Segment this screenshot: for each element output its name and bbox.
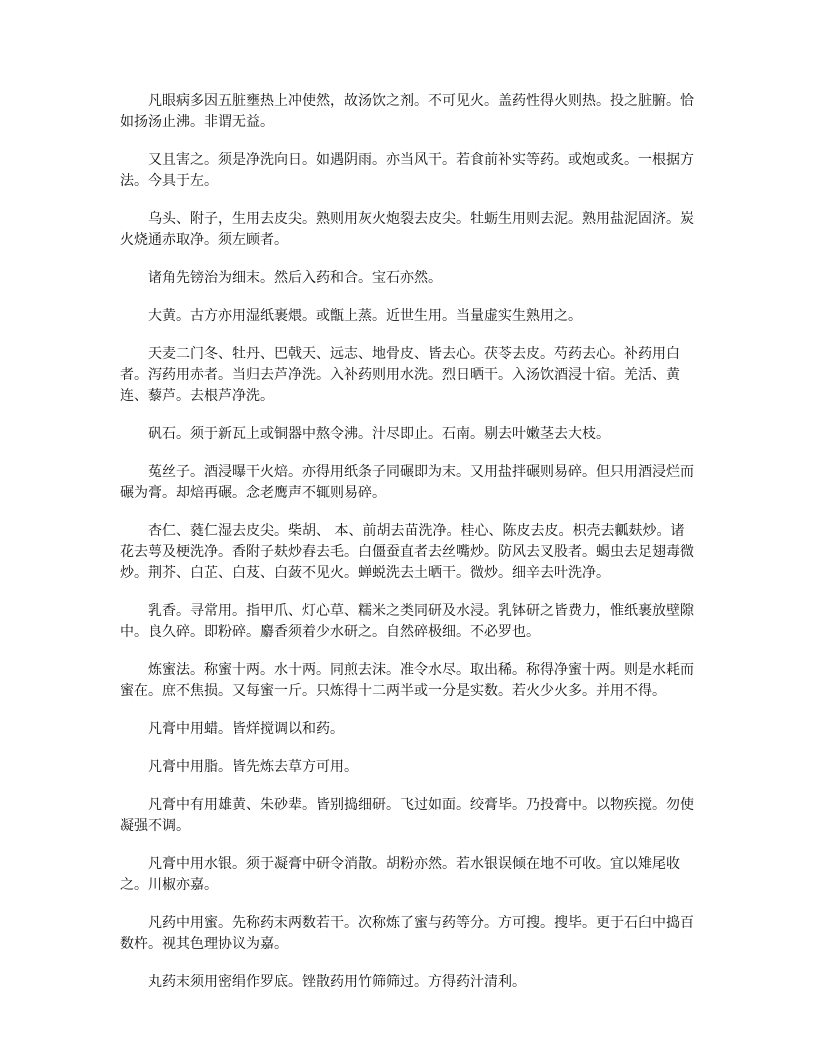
paragraph: 大黄。古方亦用湿纸裹煨。或甑上蒸。近世生用。当量虚实生熟用之。	[148, 308, 582, 324]
paragraph: 凡膏中用脂。皆先炼去草方可用。	[148, 759, 358, 775]
paragraph: 诸角先镑治为细末。然后入药和合。宝石亦然。	[148, 270, 442, 286]
paragraph: 乳香。寻常用。指甲爪、灯心草、糯米之类同研及水浸。乳钵研之皆费力，惟纸裹放壁隙中。良久碎。即粉碎。麝香须着少水研之。自然碎极细。不必罗也。	[120, 603, 694, 640]
paragraph: 菟丝子。酒浸曝干火焙。亦得用纸条子同碾即为末。又用盐拌碾则易碎。但只用酒浸烂而碾为膏。却焙再碾。念老鹰声不辄则易碎。	[120, 464, 694, 501]
paragraph: 凡药中用蜜。先称药末两数若干。次称炼了蜜与药等分。方可搜。搜毕。更于石臼中捣百数杵。视其色理协议为嘉。	[120, 915, 694, 952]
paragraph: 凡膏中有用雄黄、朱砂辈。皆别捣细研。飞过如面。绞膏毕。乃投膏中。以物疾搅。勿使凝强不调。	[120, 797, 694, 834]
paragraph: 乌头、附子，生用去皮尖。熟则用灰火炮裂去皮尖。牡蛎生用则去泥。熟用盐泥固济。炭火烧通赤取净。须左顾者。	[120, 211, 694, 248]
paragraph: 凡眼病多因五脏壅热上冲使然，故汤饮之剂。不可见火。盖药性得火则热。投之脏腑。恰如扬汤止沸。非谓无益。	[120, 93, 694, 130]
paragraph: 天麦二门冬、牡丹、巴戟天、远志、地骨皮、皆去心。茯苓去皮。芍药去心。补药用白者。泻药用赤者。当归去芦净洗。入补药则用水洗。烈日晒干。入汤饮酒浸十宿。羌活、黄连、藜芦。去根芦净洗。	[120, 346, 680, 404]
paragraph: 凡膏中用蜡。皆烊搅调以和药。	[148, 721, 344, 737]
paragraph: 丸药末须用密绢作罗底。锉散药用竹筛筛过。方得药汁清利。	[148, 974, 526, 990]
document-body	[120, 91, 698, 1010]
paragraph: 矾石。须于新瓦上或铜器中熬令沸。汁尽即止。石南。剔去叶嫩茎去大枝。	[148, 426, 610, 442]
paragraph: 杏仁、蕤仁湿去皮尖。柴胡、 本、前胡去苗洗净。桂心、陈皮去皮。枳壳去瓤麸炒。诸花去萼及梗洗净。香附子麸炒舂去毛。白僵蚕直者去丝嘴炒。防风去叉股者。蝎虫去足翅毒微炒。荆芥、白芷、白芨、白蔹不见火。蝉蜕洗去土晒干。微炒。细辛去叶洗净。	[120, 523, 694, 581]
paragraph: 又且害之。须是净洗向日。如遇阴雨。亦当风干。若食前补实等药。或炮或炙。一根据方法。今具于左。	[120, 152, 694, 189]
paragraph: 凡膏中用水银。须于凝膏中研令消散。胡粉亦然。若水银误倾在地不可收。宜以雉尾收之。川椒亦嘉。	[120, 856, 680, 893]
paragraph: 炼蜜法。称蜜十两。水十两。同煎去沫。准令水尽。取出稀。称得净蜜十两。则是水耗而蜜在。庶不焦损。又每蜜一斤。只炼得十二两半或一分是实数。若火少火多。并用不得。	[120, 662, 694, 699]
